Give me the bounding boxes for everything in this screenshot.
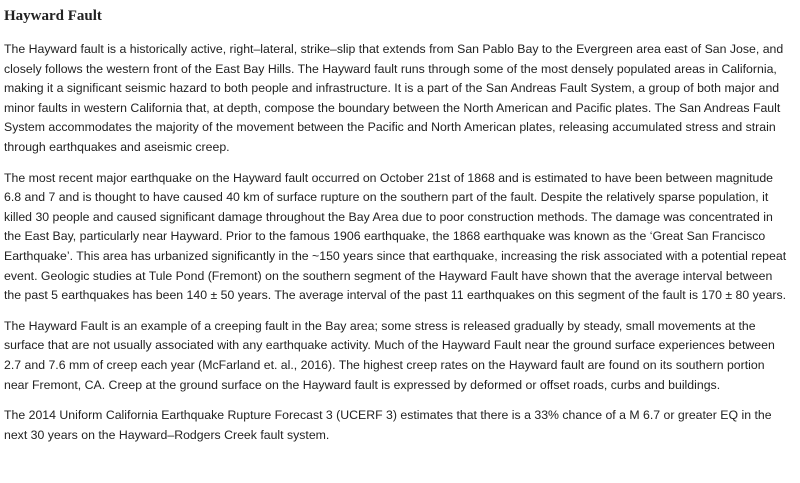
article-title: Hayward Fault	[4, 8, 102, 24]
article-paragraph-4: The 2014 Uniform California Earthquake Rupture Forecast 3 (UCERF 3) estimates that there is a 33% chance of a M 6.7 or greater EQ in the next 30 years on the Hayward–Rodgers Creek fault system.	[4, 408, 772, 442]
article-paragraph-2: The most recent major earthquake on the Hayward fault occurred on October 21st of 1868 and is estimated to have been between magnitude 6.8 and 7 and is thought to have caused 40 km of surface rupture on the southern part of the fault. Despite the relatively sparse population, it killed 30 people and caused significant damage throughout the Bay Area due to poor construction methods. The damage was concentrated in the East Bay, particularly near Hayward. Prior to the famous 1906 earthquake, the 1868 earthquake was known as the ‘Great San Francisco Earthquake’. This area has urbanized significantly in the ~150 years since that earthquake, increasing the risk associated with a potential repeat event. Geologic studies at Tule Pond (Fremont) on the southern segment of the Hayward Fault have shown that the average interval between the past 5 earthquakes has been 140 ± 50 years. The average interval of the past 11 earthquakes on this segment of the fault is 170 ± 80 years.	[4, 170, 787, 303]
article-paragraph-1: The Hayward fault is a historically active, right–lateral, strike–slip that extends from San Pablo Bay to the Evergreen area east of San Jose, and closely follows the western front of the East Bay Hills. The Hayward fault runs through some of the most densely populated areas in California, making it a significant seismic hazard to both people and infrastructure. It is a part of the San Andreas Fault System, a group of both major and minor faults in western California that, at depth, compose the boundary between the North American and Pacific plates. The San Andreas Fault System accommodates the majority of the movement between the Pacific and North American plates, releasing accumulated stress and strain through earthquakes and aseismic creep.	[4, 42, 784, 154]
article-paragraph-3: The Hayward Fault is an example of a creeping fault in the Bay area; some stress is released gradually by steady, small movements at the surface that are not usually associated with any earthquake activity. Much of the Hayward Fault near the ground surface experiences between 2.7 and 7.6 mm of creep each year (McFarland et. al., 2016). The highest creep rates on the Hayward fault are found on its southern portion near Fremont, CA. Creep at the ground surface on the Hayward fault is expressed by deformed or offset roads, curbs and buildings.	[4, 318, 775, 392]
